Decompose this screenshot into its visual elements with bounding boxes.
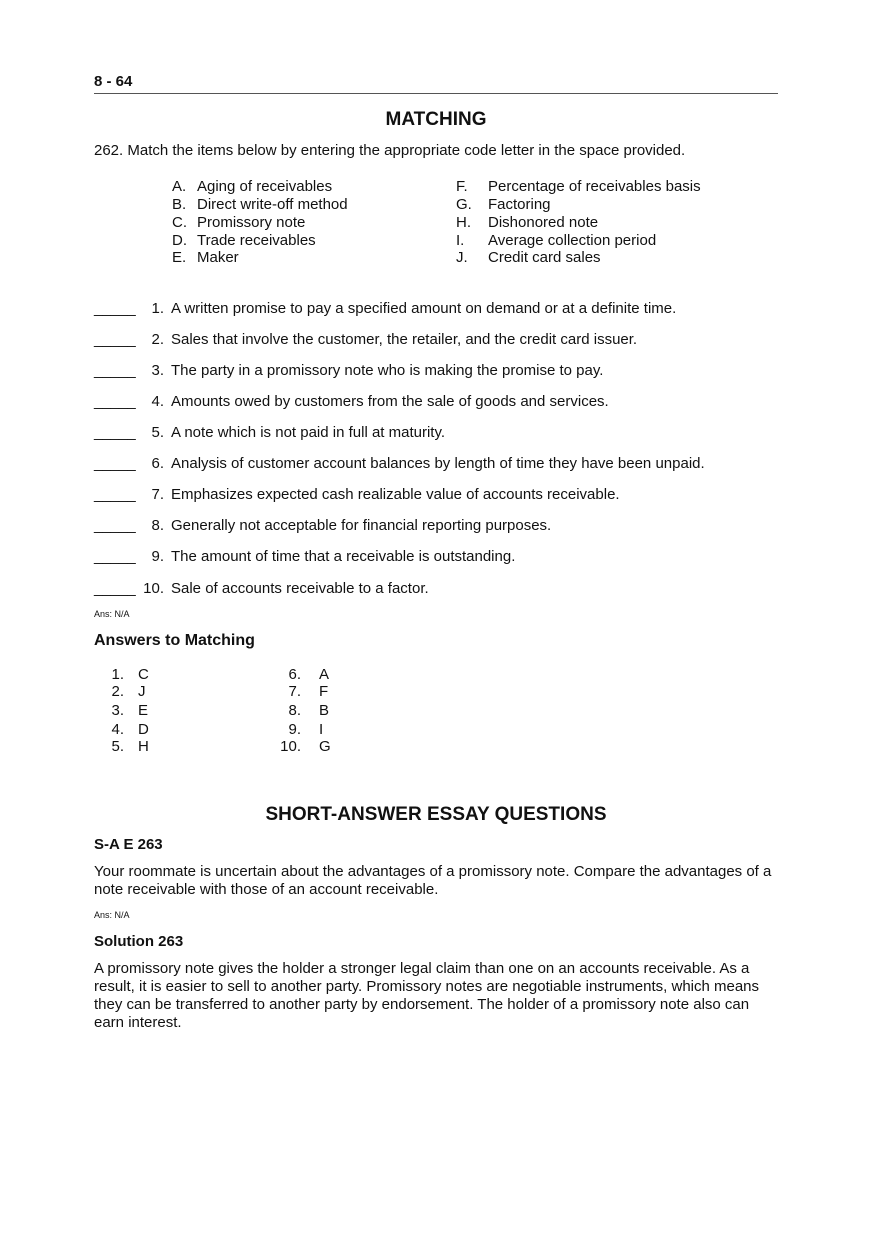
item-text: Sale of accounts receivable to a factor. [171,580,429,597]
ans-note: Ans: N/A [94,609,130,619]
code-text: Maker [197,249,239,266]
page-number: 8 - 64 [94,73,133,90]
code-letter: B. [172,196,187,213]
answer-blank: _____ [94,486,136,503]
answer-number: 1. [111,666,124,683]
answer-blank: _____ [94,424,136,441]
code-letter: E. [172,249,187,266]
answer-number: 9. [288,721,301,738]
answer-letter: C [138,666,149,683]
answer-number: 3. [111,702,124,719]
item-number: 1. [151,300,164,317]
answer-blank: _____ [94,455,136,472]
answer-number: 7. [288,683,301,700]
code-text: Direct write-off method [197,196,348,213]
item-number: 2. [151,331,164,348]
answer-blank: _____ [94,517,136,534]
answer-number: 5. [111,738,124,755]
code-text: Promissory note [197,214,306,231]
item-text: A note which is not paid in full at maturity. [171,424,446,441]
answer-blank: _____ [94,331,136,348]
answer-letter: G [319,738,331,755]
code-text: Aging of receivables [197,178,333,195]
item-text: The party in a promissory note who is making the promise to pay. [171,362,604,379]
item-number: 3. [151,362,164,379]
solution-text: A promissory note gives the holder a stronger legal claim than one on an accounts receivable. As a result, it is easier to sell to another party. Promissory notes are negotiable instruments, which means they can be transferred to another party by endorsement. The holder of a promissory note also can earn interest. [94,960,760,1031]
answer-blank: _____ [94,548,136,565]
question-text: Your roommate is uncertain about the advantages of a promissory note. Compare the advantages of a note receivable with those of an account receivable. [94,863,772,898]
answer-number: 6. [288,666,301,683]
answer-letter: I [319,721,324,738]
answer-blank: _____ [94,300,136,317]
code-text: Trade receivables [197,232,316,249]
answer-letter: F [319,683,329,700]
answer-number: 10. [280,738,301,755]
item-text: Emphasizes expected cash realizable value of accounts receivable. [171,486,620,503]
answer-letter: E [138,702,149,719]
item-number: 10. [143,580,164,597]
item-number: 4. [151,393,164,410]
code-text: Dishonored note [488,214,599,231]
answer-blank: _____ [94,580,136,597]
code-letter: I. [456,232,465,249]
code-letter: A. [172,178,187,195]
matching-intro: 262. Match the items below by entering the appropriate code letter in the space provided. [94,142,686,159]
code-text: Percentage of receivables basis [488,178,701,195]
answer-blank: _____ [94,393,136,410]
code-letter: J. [456,249,468,266]
answers-heading: Answers to Matching [94,632,255,649]
item-number: 7. [151,486,164,503]
code-letter: H. [456,214,471,231]
item-number: 8. [151,517,164,534]
answer-letter: D [138,721,149,738]
item-text: Analysis of customer account balances by length of time they have been unpaid. [171,455,705,472]
ans-note: Ans: N/A [94,910,130,920]
code-letter: F. [456,178,468,195]
code-text: Factoring [488,196,551,213]
answer-number: 8. [288,702,301,719]
answer-number: 2. [111,683,124,700]
code-text: Average collection period [488,232,657,249]
answer-blank: _____ [94,362,136,379]
code-text: Credit card sales [488,249,601,266]
answer-letter: H [138,738,149,755]
item-text: A written promise to pay a specified amount on demand or at a definite time. [171,300,677,317]
code-letter: D. [172,232,187,249]
question-heading: S-A E 263 [94,836,163,853]
item-text: The amount of time that a receivable is outstanding. [171,548,516,565]
short-answer-title: SHORT-ANSWER ESSAY QUESTIONS [265,804,607,825]
item-number: 9. [151,548,164,565]
item-text: Generally not acceptable for financial reporting purposes. [171,517,552,534]
item-number: 6. [151,455,164,472]
item-text: Sales that involve the customer, the retailer, and the credit card issuer. [171,331,638,348]
code-letter: G. [456,196,472,213]
answer-letter: A [319,666,330,683]
solution-heading: Solution 263 [94,933,184,950]
answer-letter: B [319,702,330,719]
code-letter: C. [172,214,187,231]
matching-title: MATCHING [385,109,487,130]
item-number: 5. [151,424,164,441]
answer-letter: J [138,683,146,700]
item-text: Amounts owed by customers from the sale of goods and services. [171,393,609,410]
answer-number: 4. [111,721,124,738]
header-divider [94,93,778,94]
